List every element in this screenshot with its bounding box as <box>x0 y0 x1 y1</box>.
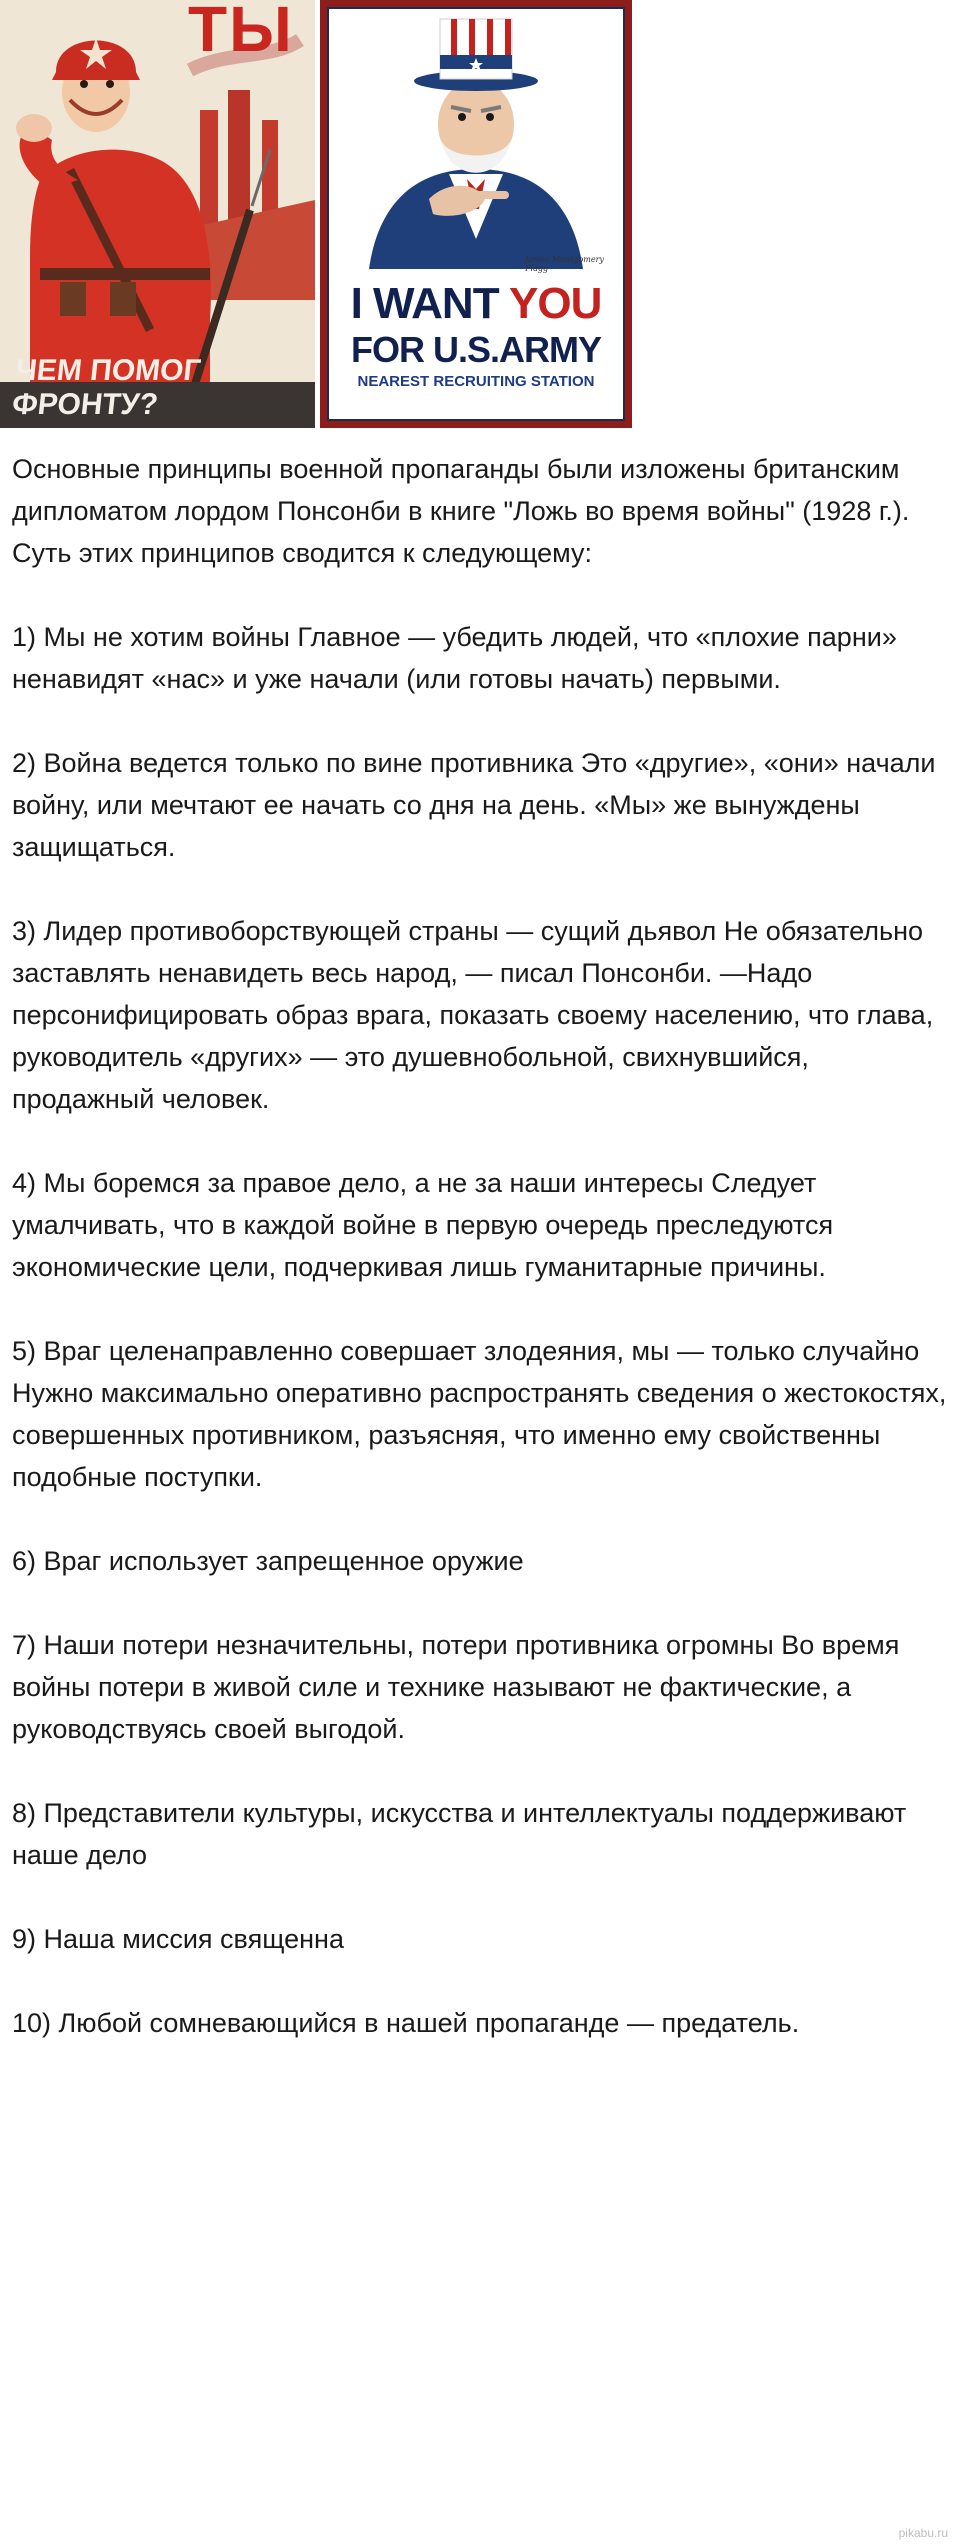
uncle-sam-illustration <box>329 9 623 269</box>
article-paragraph-2: 2) Война ведется только по вине противника Это «другие», «они» начали войну, или мечтают ее начать со дня на день. «Мы» же вынуждены защищаться. <box>12 748 936 862</box>
article-paragraph-10: 10) Любой сомневающийся в нашей пропаганде — предатель. <box>12 2008 800 2038</box>
us-poster-subheadline: FOR U.S.ARMY <box>350 329 601 370</box>
article-body <box>12 448 952 2044</box>
article-paragraph-intro: Основные принципы военной пропаганды были изложены британским дипломатом лордом Понсонби в книге "Ложь во время войны" (1928 г.). Суть этих принципов сводится к следующему: <box>12 454 910 568</box>
article-paragraph-5: 5) Враг целенаправленно совершает злодеяния, мы — только случайно Нужно максимально оперативно распространять сведения о жестокостях, совершенных противником, разъясняя, что именно ему свойственны подобные поступки. <box>12 1336 947 1492</box>
article-paragraph-9: 9) Наша миссия священна <box>12 1924 344 1954</box>
soviet-poster-slogan: ЧЕМ ПОМОГ ФРОНТУ? <box>10 354 203 421</box>
article-paragraph-6: 6) Враг использует запрещенное оружие <box>12 1546 524 1576</box>
article-paragraph-1: 1) Мы не хотим войны Главное — убедить людей, что «плохие парни» ненавидят «нас» и уже начали (или готовы начать) первыми. <box>12 622 897 694</box>
us-poster-footer: NEAREST RECRUITING STATION <box>357 373 595 390</box>
article-paragraph-7: 7) Наши потери незначительны, потери противника огромны Во время войны потери в живой силе и технике называют не фактические, а руководствуясь своей выгодой. <box>12 1630 900 1744</box>
site-watermark: pikabu.ru <box>898 2526 948 2540</box>
us-poster-headline <box>329 279 623 329</box>
article-paragraph-3: 3) Лидер противоборствующей страны — сущий дьявол Не обязательно заставлять ненавидеть весь народ, — писал Понсонби. —Надо персонифицировать образ врага, показать своему населению, что глава, руководитель «других» — это душевнобольной, свихнувшийся, продажный человек. <box>12 916 934 1114</box>
article-paragraph-8: 8) Представители культуры, искусства и интеллектуалы поддерживают наше дело <box>12 1798 907 1870</box>
soviet-poster-headline: ТЫ <box>188 0 294 65</box>
us-poster-signature: James Montgomery Flagg <box>525 255 604 273</box>
us-army-poster-frame <box>327 7 625 421</box>
us-poster-headline-you: YOU <box>509 279 602 328</box>
article-paragraph-4: 4) Мы боремся за правое дело, а не за наши интересы Следует умалчивать, что в каждой войне в первую очередь преследуются экономические цели, подчеркивая лишь гуманитарные причины. <box>12 1168 834 1282</box>
poster-pair <box>0 0 956 432</box>
us-poster-headline-start: I WANT <box>350 279 510 328</box>
us-army-poster <box>320 0 632 428</box>
soviet-poster <box>0 0 315 428</box>
